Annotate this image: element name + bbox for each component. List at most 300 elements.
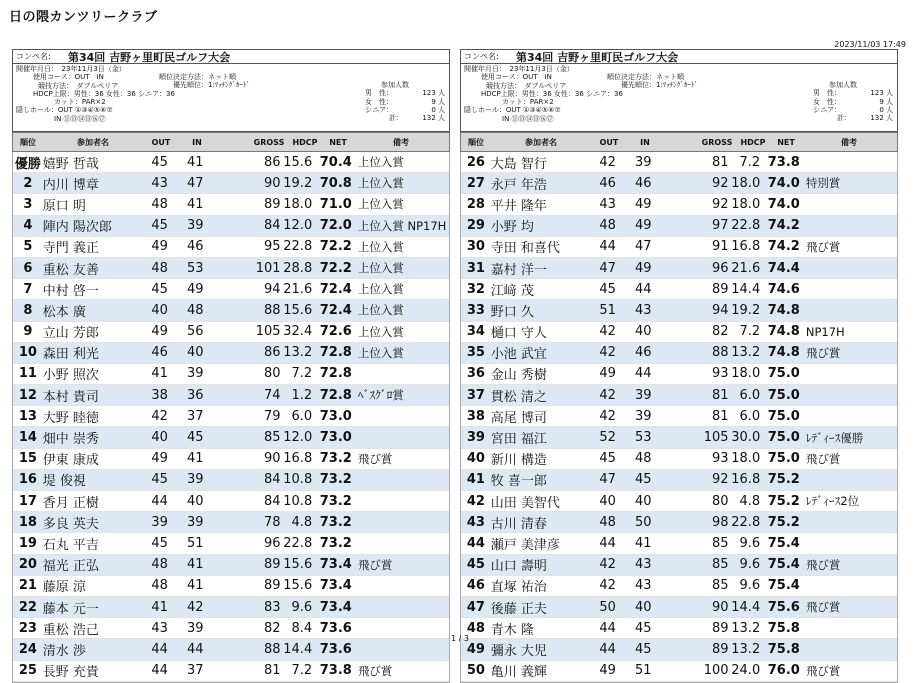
cell-out: 44 xyxy=(151,663,168,679)
cell-rank: 46 xyxy=(466,578,485,594)
cell-gross: 90 xyxy=(263,451,281,467)
table-row xyxy=(13,597,449,618)
cell-name: 彌永 大児 xyxy=(490,643,547,659)
cell-name: 大野 睦徳 xyxy=(42,410,99,426)
table-row xyxy=(461,406,897,427)
table-row xyxy=(461,152,897,173)
hidden-in-line: IN ⑪⑬⑭⑮⑯⑰ xyxy=(502,114,554,123)
cell-hdcp: 10.8 xyxy=(283,493,313,509)
cell-in: 49 xyxy=(187,281,204,297)
table-row xyxy=(461,449,897,470)
cell-hdcp: 9.6 xyxy=(739,557,761,573)
cell-hdcp: 13.2 xyxy=(731,620,761,636)
cell-hdcp: 7.2 xyxy=(739,154,761,170)
cell-note: ﾍﾞｽｸﾞﾛ賞 xyxy=(357,388,404,403)
cell-hdcp: 12.0 xyxy=(283,430,313,446)
cell-note: 飛び賞 xyxy=(805,239,841,254)
cell-net: 73.6 xyxy=(319,641,352,657)
cell-gross: 92 xyxy=(711,472,729,488)
cell-in: 41 xyxy=(187,196,204,212)
participants-senior xyxy=(365,106,445,114)
participants-value: 0 人 xyxy=(431,105,445,114)
cell-rank: 7 xyxy=(23,281,33,297)
cell-gross: 93 xyxy=(711,366,729,382)
participants-value: 132 人 xyxy=(870,114,893,123)
participants-label: 女 性： xyxy=(365,97,393,106)
cell-out: 44 xyxy=(151,641,168,657)
cell-name: 古川 清春 xyxy=(490,516,547,532)
table-row xyxy=(461,512,897,533)
cell-hdcp: 7.2 xyxy=(739,324,761,340)
rank-method-line: 順位決定方法：ネット順 xyxy=(159,73,236,81)
cell-net: 73.6 xyxy=(319,620,352,636)
cell-name: 嘉村 洋一 xyxy=(490,262,547,278)
cell-net: 75.0 xyxy=(767,430,800,446)
cell-gross: 81 xyxy=(711,387,729,403)
cell-out: 48 xyxy=(151,196,168,212)
table-row xyxy=(461,597,897,618)
cell-in: 44 xyxy=(187,641,204,657)
cell-in: 46 xyxy=(635,175,652,191)
cell-net: 75.4 xyxy=(767,578,800,594)
cell-name: 高尾 博司 xyxy=(490,410,547,426)
participants-heading: 参加人数 xyxy=(381,81,409,89)
cell-gross: 83 xyxy=(263,599,281,615)
cell-out: 41 xyxy=(151,366,168,382)
cell-note: 上位入賞 NP17H xyxy=(357,218,447,233)
cell-hdcp: 9.6 xyxy=(739,535,761,551)
cell-rank: 45 xyxy=(466,557,485,573)
cell-net: 74.8 xyxy=(767,324,800,340)
cell-out: 40 xyxy=(599,493,616,509)
cell-in: 53 xyxy=(187,260,204,276)
cell-name: 小池 武宜 xyxy=(490,347,547,363)
table-row xyxy=(461,322,897,343)
cell-note: NP17H xyxy=(805,324,845,339)
cell-hdcp: 18.0 xyxy=(731,196,761,212)
cell-net: 74.8 xyxy=(767,302,800,318)
method-line: 競技方法： ダブルペリア xyxy=(486,81,567,90)
cell-gross: 81 xyxy=(711,154,729,170)
cell-in: 49 xyxy=(635,196,652,212)
cell-net: 73.2 xyxy=(319,535,352,551)
cell-hdcp: 28.8 xyxy=(283,260,313,276)
cell-note: 飛び賞 xyxy=(805,663,841,678)
cell-name: 樋口 守人 xyxy=(490,326,547,342)
participants-value: 123 人 xyxy=(870,89,893,98)
hdcp-line: HDCP上限：男性：36 女性：36 シニア：36 xyxy=(481,89,623,98)
cell-in: 36 xyxy=(187,387,204,403)
table-row xyxy=(13,322,449,343)
cell-out: 42 xyxy=(599,345,616,361)
cell-hdcp: 9.6 xyxy=(291,599,313,615)
cell-in: 41 xyxy=(187,451,204,467)
cell-name: 山田 美智代 xyxy=(490,495,560,511)
cell-rank: 25 xyxy=(18,663,37,679)
cell-out: 41 xyxy=(151,599,168,615)
participants-label: 男 性： xyxy=(365,89,393,98)
cell-gross: 90 xyxy=(711,599,729,615)
cell-name: 本村 貴司 xyxy=(42,389,99,405)
cell-hdcp: 22.8 xyxy=(283,239,313,255)
cell-net: 70.4 xyxy=(319,154,352,170)
cell-in: 39 xyxy=(187,366,204,382)
cell-gross: 93 xyxy=(711,451,729,467)
cell-net: 70.8 xyxy=(319,175,352,191)
participants-box xyxy=(813,81,893,122)
table-row xyxy=(461,173,897,194)
cell-out: 45 xyxy=(151,281,168,297)
event-title-row xyxy=(460,49,898,64)
cell-rank: 9 xyxy=(23,324,33,340)
cell-name: 立山 芳郎 xyxy=(42,326,99,342)
table-row xyxy=(461,216,897,237)
cell-out: 42 xyxy=(599,408,616,424)
cell-in: 40 xyxy=(635,493,652,509)
cell-name: 香月 正樹 xyxy=(42,495,99,511)
cell-rank: 36 xyxy=(466,366,485,382)
event-info xyxy=(12,64,450,132)
col-note: 備考 xyxy=(841,137,857,147)
cell-hdcp: 22.8 xyxy=(731,218,761,234)
cell-name: 寺門 義正 xyxy=(42,241,99,257)
cell-net: 74.8 xyxy=(767,345,800,361)
cell-net: 71.0 xyxy=(319,196,352,212)
table-row xyxy=(461,194,897,215)
cell-gross: 84 xyxy=(263,493,281,509)
cell-note: 特別賞 xyxy=(805,176,841,191)
cell-gross: 84 xyxy=(263,472,281,488)
cell-rank: 4 xyxy=(23,218,33,234)
cell-net: 73.2 xyxy=(319,493,352,509)
cell-out: 42 xyxy=(599,154,616,170)
event-caption: コンペ名: xyxy=(464,52,499,61)
participants-male xyxy=(365,89,445,97)
participants-label: シニア： xyxy=(365,105,393,114)
cell-name: 瀬戸 美津彦 xyxy=(490,537,560,553)
table-row xyxy=(13,152,449,173)
cell-in: 37 xyxy=(187,663,204,679)
cell-net: 74.6 xyxy=(767,281,800,297)
cell-hdcp: 6.0 xyxy=(739,387,761,403)
col-net: NET xyxy=(777,137,795,147)
print-datetime: 2023/11/03 17:49 xyxy=(834,40,906,49)
table-row xyxy=(13,406,449,427)
table-header xyxy=(12,132,450,152)
cell-net: 76.0 xyxy=(767,663,800,679)
cell-name: 寺田 和喜代 xyxy=(490,241,560,257)
cell-note: 上位入賞 xyxy=(357,345,404,360)
cell-gross: 95 xyxy=(263,239,281,255)
cell-in: 45 xyxy=(187,430,204,446)
cell-net: 74.0 xyxy=(767,196,800,212)
cell-in: 40 xyxy=(635,599,652,615)
cell-out: 48 xyxy=(599,218,616,234)
event-title: 第34回 吉野ヶ里町民ゴルフ大会 xyxy=(68,50,231,64)
cell-in: 39 xyxy=(635,408,652,424)
cell-out: 44 xyxy=(151,493,168,509)
table-row xyxy=(461,661,897,682)
cell-hdcp: 15.6 xyxy=(283,557,313,573)
cell-in: 41 xyxy=(187,557,204,573)
cell-net: 72.0 xyxy=(319,218,352,234)
cell-gross: 78 xyxy=(263,514,281,530)
cell-rank: 19 xyxy=(18,535,37,551)
cell-out: 50 xyxy=(599,599,616,615)
cell-net: 75.0 xyxy=(767,366,800,382)
date-line: 開催年月日： 23年11月3日（金） xyxy=(16,65,126,73)
cell-out: 44 xyxy=(599,239,616,255)
cell-name: 藤原 涼 xyxy=(42,580,86,596)
cell-in: 47 xyxy=(635,239,652,255)
participants-total xyxy=(813,114,893,122)
event-info-mid xyxy=(607,73,698,90)
table-row xyxy=(13,237,449,258)
participants-value: 123 人 xyxy=(422,89,445,98)
cell-gross: 81 xyxy=(711,408,729,424)
cell-net: 73.4 xyxy=(319,557,352,573)
cell-net: 73.0 xyxy=(319,430,352,446)
table-row xyxy=(13,470,449,491)
cell-in: 39 xyxy=(635,154,652,170)
cell-rank: 11 xyxy=(18,366,37,382)
cell-name: 小野 均 xyxy=(490,220,534,236)
table-row xyxy=(13,449,449,470)
cell-rank: 29 xyxy=(466,218,485,234)
participants-value: 9 人 xyxy=(431,97,445,106)
cell-name: 宮田 福江 xyxy=(490,432,547,448)
cell-gross: 88 xyxy=(263,641,281,657)
cell-rank: 24 xyxy=(18,641,37,657)
cell-hdcp: 21.6 xyxy=(731,260,761,276)
cell-hdcp: 32.4 xyxy=(283,324,313,340)
cell-name: 新川 構造 xyxy=(490,453,547,469)
cell-note: 飛び賞 xyxy=(805,345,841,360)
table-row xyxy=(13,661,449,682)
cell-hdcp: 7.2 xyxy=(291,663,313,679)
cell-hdcp: 22.8 xyxy=(283,535,313,551)
cell-gross: 80 xyxy=(711,493,729,509)
table-row xyxy=(13,512,449,533)
cell-gross: 85 xyxy=(711,578,729,594)
cell-name: 伊東 康成 xyxy=(42,453,99,469)
cell-in: 56 xyxy=(187,324,204,340)
participants-box xyxy=(365,81,445,122)
cell-rank: 34 xyxy=(466,324,485,340)
cell-in: 43 xyxy=(635,578,652,594)
cell-hdcp: 8.4 xyxy=(291,620,313,636)
cell-rank: 44 xyxy=(466,535,485,551)
cell-note: 上位入賞 xyxy=(357,155,404,170)
cell-out: 38 xyxy=(151,387,168,403)
cell-gross: 84 xyxy=(263,218,281,234)
event-info-mid xyxy=(159,73,250,90)
table-row xyxy=(461,491,897,512)
col-out: OUT xyxy=(151,137,171,147)
cell-name: 大島 智行 xyxy=(490,156,547,172)
cell-out: 45 xyxy=(151,154,168,170)
cell-gross: 80 xyxy=(263,366,281,382)
cell-hdcp: 19.2 xyxy=(283,175,313,191)
cell-net: 73.2 xyxy=(319,472,352,488)
cell-note: 上位入賞 xyxy=(357,261,404,276)
cell-hdcp: 7.2 xyxy=(291,366,313,382)
cell-in: 44 xyxy=(635,281,652,297)
cell-in: 40 xyxy=(635,324,652,340)
cell-net: 75.4 xyxy=(767,535,800,551)
table-row xyxy=(461,385,897,406)
cell-hdcp: 6.0 xyxy=(291,408,313,424)
cell-gross: 82 xyxy=(263,620,281,636)
cell-rank: 5 xyxy=(23,239,33,255)
cell-name: 青木 隆 xyxy=(490,622,534,638)
cell-hdcp: 6.0 xyxy=(739,408,761,424)
cell-rank: 2 xyxy=(23,175,33,191)
cell-out: 42 xyxy=(599,387,616,403)
col-rank: 順位 xyxy=(468,137,484,147)
cell-gross: 86 xyxy=(263,154,281,170)
event-title: 第34回 吉野ヶ里町民ゴルフ大会 xyxy=(516,50,679,64)
cell-name: 山口 壽明 xyxy=(490,559,547,575)
cell-in: 41 xyxy=(635,535,652,551)
table-row xyxy=(461,555,897,576)
table-row xyxy=(461,300,897,321)
cell-name: 平井 隆年 xyxy=(490,198,547,214)
results-panel-left xyxy=(12,49,450,683)
cell-name: 貫松 清之 xyxy=(490,389,547,405)
cell-hdcp: 16.8 xyxy=(283,451,313,467)
cell-gross: 88 xyxy=(263,302,281,318)
cell-net: 72.6 xyxy=(319,324,352,340)
participants-label: 女 性： xyxy=(813,97,841,106)
cell-net: 75.0 xyxy=(767,451,800,467)
cell-name: 重松 友善 xyxy=(42,262,99,278)
cell-net: 73.2 xyxy=(319,514,352,530)
cell-note: 上位入賞 xyxy=(357,197,404,212)
cell-rank: 32 xyxy=(466,281,485,297)
cell-gross: 105 xyxy=(703,430,729,446)
col-hdcp: HDCP xyxy=(740,137,766,147)
cell-gross: 79 xyxy=(263,408,281,424)
table-row xyxy=(461,237,897,258)
cell-note: 飛び賞 xyxy=(805,557,841,572)
cell-note: 上位入賞 xyxy=(357,176,404,191)
cell-rank: 28 xyxy=(466,196,485,212)
cell-out: 49 xyxy=(151,451,168,467)
cell-hdcp: 30.0 xyxy=(731,430,761,446)
cell-gross: 89 xyxy=(263,557,281,573)
col-gross: GROSS xyxy=(701,137,733,147)
cut-line: カット：PAR×2 xyxy=(502,98,554,107)
participants-value: 132 人 xyxy=(422,114,445,123)
cell-net: 75.8 xyxy=(767,620,800,636)
participants-label: 計： xyxy=(837,114,851,123)
cell-out: 42 xyxy=(151,408,168,424)
course-line: 使用コース：OUT IN xyxy=(481,73,552,82)
cell-note: 飛び賞 xyxy=(357,557,393,572)
cell-out: 40 xyxy=(151,430,168,446)
table-row xyxy=(13,427,449,448)
date-line: 開催年月日： 23年11月3日（金） xyxy=(464,65,574,73)
cell-hdcp: 14.4 xyxy=(283,641,313,657)
table-row xyxy=(13,364,449,385)
cell-rank: 3 xyxy=(23,196,33,212)
cell-out: 48 xyxy=(151,557,168,573)
cell-gross: 91 xyxy=(711,239,729,255)
cell-in: 49 xyxy=(635,260,652,276)
cell-note: ﾚﾃﾞｨｰｽ2位 xyxy=(805,494,860,509)
cell-in: 50 xyxy=(635,514,652,530)
table-row xyxy=(13,194,449,215)
cell-hdcp: 4.8 xyxy=(291,514,313,530)
cell-gross: 92 xyxy=(711,196,729,212)
col-in: IN xyxy=(192,137,202,147)
cell-name: 畑中 崇秀 xyxy=(42,432,99,448)
cell-rank: 16 xyxy=(18,472,37,488)
cell-hdcp: 1.2 xyxy=(291,387,313,403)
table-row xyxy=(13,576,449,597)
table-row xyxy=(13,533,449,554)
cell-out: 49 xyxy=(151,239,168,255)
cell-name: 江﨑 茂 xyxy=(490,283,534,299)
cell-name: 嬉野 哲哉 xyxy=(42,156,99,172)
club-name: 日の隈カンツリークラブ xyxy=(9,10,158,25)
cell-out: 42 xyxy=(599,578,616,594)
participants-label: 計： xyxy=(389,114,403,123)
cell-note: 飛び賞 xyxy=(805,451,841,466)
cell-gross: 89 xyxy=(263,578,281,594)
participants-heading: 参加人数 xyxy=(829,81,857,89)
cell-name: 石丸 平吉 xyxy=(42,537,99,553)
cell-out: 42 xyxy=(599,557,616,573)
cell-gross: 101 xyxy=(255,260,281,276)
cell-rank: 50 xyxy=(466,663,485,679)
cell-net: 75.2 xyxy=(767,493,800,509)
table-row xyxy=(461,533,897,554)
table-row xyxy=(13,216,449,237)
cell-in: 53 xyxy=(635,430,652,446)
cell-rank: 6 xyxy=(23,260,33,276)
cell-net: 74.0 xyxy=(767,175,800,191)
participants-female xyxy=(813,98,893,106)
table-row xyxy=(13,385,449,406)
cell-out: 49 xyxy=(599,366,616,382)
cell-in: 46 xyxy=(635,345,652,361)
cell-name: 藤本 元一 xyxy=(42,601,99,617)
cell-in: 39 xyxy=(187,514,204,530)
cell-in: 51 xyxy=(187,535,204,551)
cell-in: 43 xyxy=(635,557,652,573)
cell-net: 75.4 xyxy=(767,557,800,573)
cell-gross: 100 xyxy=(703,663,729,679)
cell-out: 47 xyxy=(599,260,616,276)
cell-rank: 47 xyxy=(466,599,485,615)
cell-net: 75.0 xyxy=(767,408,800,424)
cell-name: 金山 秀樹 xyxy=(490,368,547,384)
participants-senior xyxy=(813,106,893,114)
method-line: 競技方法： ダブルペリア xyxy=(38,81,119,90)
cell-in: 41 xyxy=(187,578,204,594)
cell-gross: 90 xyxy=(263,175,281,191)
cell-gross: 96 xyxy=(711,260,729,276)
cell-out: 45 xyxy=(151,472,168,488)
cell-name: 松本 廣 xyxy=(42,304,86,320)
cell-gross: 105 xyxy=(255,324,281,340)
col-rank: 順位 xyxy=(20,137,36,147)
cell-name: 小野 照次 xyxy=(42,368,99,384)
cell-hdcp: 18.0 xyxy=(731,451,761,467)
cell-net: 73.4 xyxy=(319,599,352,615)
